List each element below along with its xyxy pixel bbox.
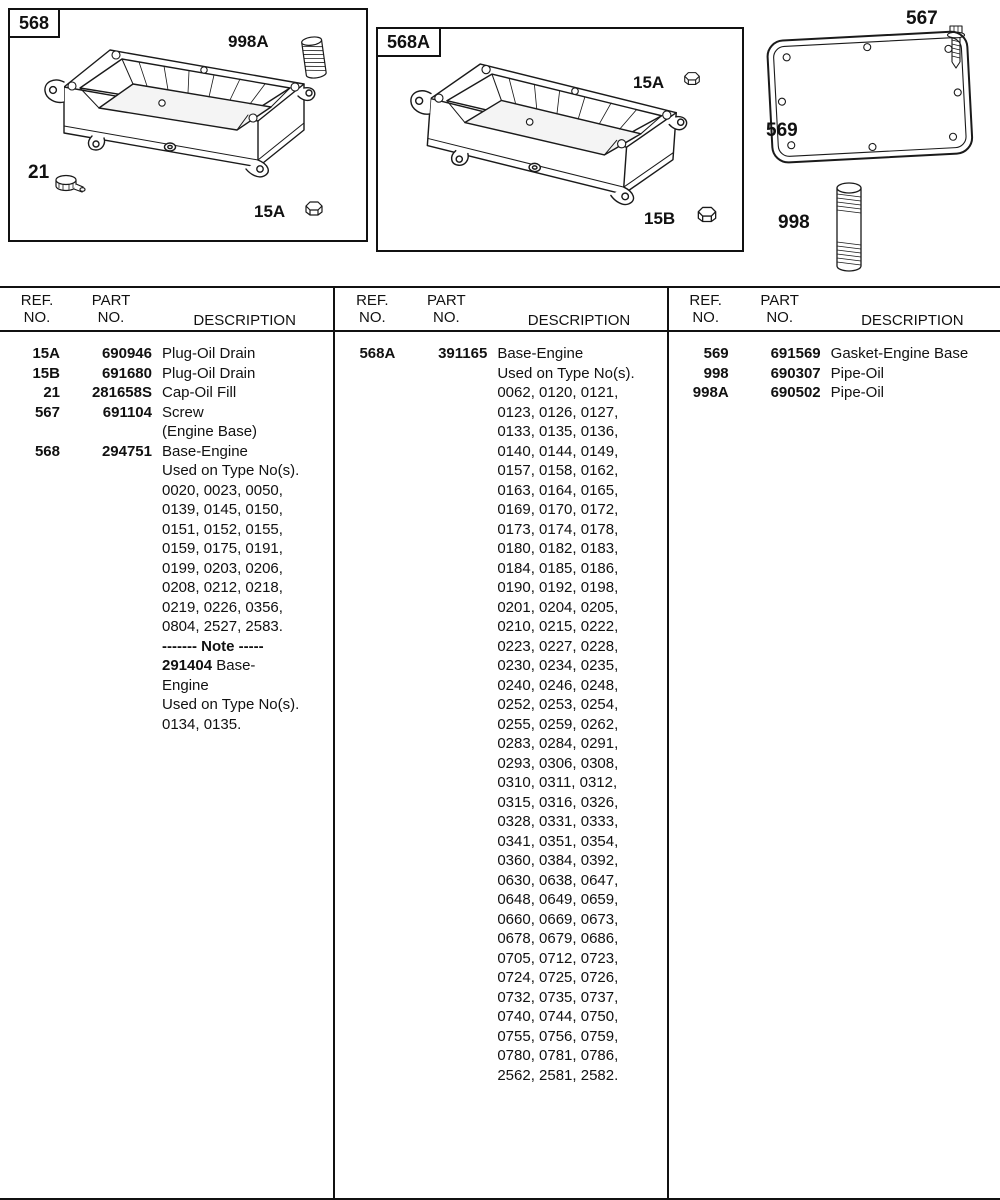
box-label-568: 568 bbox=[8, 8, 60, 38]
table-row bbox=[683, 383, 996, 403]
ref-no-cell: 998 bbox=[703, 364, 729, 382]
description-segment: ------- Note ----- bbox=[162, 637, 264, 655]
description-line: 0230, 0234, 0235, bbox=[497, 657, 619, 674]
parts-column-3 bbox=[667, 288, 1000, 1198]
drain-plug-15B-icon bbox=[694, 203, 720, 227]
description-line: 0705, 0712, 0723, bbox=[497, 949, 619, 967]
description-line: 0732, 0735, 0737, bbox=[497, 988, 619, 1006]
description-line: 0139, 0145, 0150, bbox=[162, 501, 283, 518]
description-line: 0133, 0135, 0136, bbox=[497, 423, 619, 440]
parts-column-2 bbox=[333, 288, 666, 1198]
ref-no-cell: 15B bbox=[32, 364, 60, 382]
parts-column-1 bbox=[0, 288, 333, 1198]
table-row bbox=[14, 364, 329, 384]
ref-no-cell: 569 bbox=[703, 345, 729, 362]
table-row bbox=[14, 383, 329, 403]
part-no-header bbox=[70, 292, 152, 330]
description-line: 0208, 0212, 0218, bbox=[162, 579, 283, 596]
description-line: 0201, 0204, 0205, bbox=[497, 598, 619, 616]
box-label-568A: 568A bbox=[376, 27, 441, 57]
column-body bbox=[0, 332, 333, 734]
description-line: 0169, 0170, 0172, bbox=[497, 501, 619, 518]
description-cell bbox=[497, 344, 662, 1085]
description-line: 0740, 0744, 0750, bbox=[497, 1008, 619, 1025]
description-line: Plug-Oil Drain bbox=[162, 345, 256, 362]
ref-no-header bbox=[14, 292, 60, 330]
description-line: 0255, 0259, 0262, bbox=[497, 715, 619, 733]
ref-no-cell: 21 bbox=[43, 384, 60, 401]
part-no-cell: 391165 bbox=[438, 345, 488, 362]
description-cell bbox=[162, 364, 329, 384]
part-header-line2: NO. bbox=[97, 309, 125, 326]
description-segment: Base- bbox=[212, 657, 256, 674]
oil-fill-cap-21-icon bbox=[54, 172, 88, 196]
gasket-569-icon bbox=[762, 26, 980, 174]
diagram-box-568 bbox=[8, 8, 368, 242]
description-line: Used on Type No(s). bbox=[162, 696, 300, 713]
oil-pipe-998-icon bbox=[830, 180, 868, 276]
callout-567: 567 bbox=[906, 8, 938, 29]
ref-header-line1: REF. bbox=[689, 292, 722, 309]
description-line: Used on Type No(s). bbox=[162, 462, 300, 479]
description-line: 0223, 0227, 0228, bbox=[497, 637, 619, 655]
description-line: 0184, 0185, 0186, bbox=[497, 559, 619, 577]
part-header-line2: NO. bbox=[766, 309, 793, 326]
description-line: Base-Engine bbox=[162, 442, 248, 460]
description-line: Pipe-Oil bbox=[830, 384, 885, 401]
description-line: 0163, 0164, 0165, bbox=[497, 481, 619, 499]
description-line: 0159, 0175, 0191, bbox=[162, 540, 283, 557]
table-row bbox=[683, 344, 996, 364]
description-line: 0328, 0331, 0333, bbox=[497, 813, 619, 830]
description-cell bbox=[831, 364, 996, 384]
ref-header-line2: NO. bbox=[358, 309, 386, 326]
table-row bbox=[14, 344, 329, 364]
description-line: 0360, 0384, 0392, bbox=[497, 852, 619, 869]
description-line: 0180, 0182, 0183, bbox=[497, 540, 619, 557]
diagram-box-568A bbox=[376, 27, 744, 252]
part-no-cell: 690946 bbox=[101, 345, 152, 362]
description-line: 0315, 0316, 0326, bbox=[497, 793, 619, 811]
callout-998: 998 bbox=[778, 212, 810, 233]
ref-no-cell: 15A bbox=[32, 345, 60, 362]
description-cell bbox=[162, 442, 329, 735]
part-no-cell: 691680 bbox=[101, 364, 152, 382]
description-line: Screw bbox=[162, 403, 204, 421]
part-no-header bbox=[739, 292, 821, 330]
description-line bbox=[162, 637, 329, 657]
description-line: 0755, 0756, 0759, bbox=[497, 1027, 619, 1045]
description-line: Base-Engine bbox=[497, 345, 584, 362]
description-header: DESCRIPTION bbox=[861, 312, 964, 329]
description-line: Pipe-Oil bbox=[830, 364, 885, 382]
description-line: 0804, 2527, 2583. bbox=[162, 618, 283, 635]
ref-header-line1: REF. bbox=[356, 292, 389, 309]
description-header: DESCRIPTION bbox=[527, 312, 631, 329]
table-row bbox=[14, 403, 329, 442]
description-line: 0283, 0284, 0291, bbox=[497, 735, 619, 752]
ref-no-header bbox=[349, 292, 395, 330]
column-body bbox=[669, 332, 1000, 403]
description-cell bbox=[831, 383, 996, 403]
part-no-cell: 281658S bbox=[91, 384, 152, 401]
table-row bbox=[349, 344, 662, 1085]
description-line: 0151, 0152, 0155, bbox=[162, 520, 283, 538]
ref-no-cell: 998A bbox=[692, 384, 729, 401]
callout-15B: 15B bbox=[644, 209, 676, 228]
description-line: 0648, 0649, 0659, bbox=[497, 891, 619, 908]
description-line: 0199, 0203, 0206, bbox=[162, 559, 283, 577]
description-line: 0190, 0192, 0198, bbox=[497, 579, 619, 596]
description-line: 2562, 2581, 2582. bbox=[497, 1066, 619, 1084]
part-no-cell: 294751 bbox=[101, 442, 152, 460]
column-header bbox=[669, 288, 1000, 332]
table-row bbox=[683, 364, 996, 384]
description-cell bbox=[162, 344, 329, 364]
ref-no-cell: 568 bbox=[34, 442, 60, 460]
description-line: Engine bbox=[162, 676, 209, 694]
oil-pipe-998A-icon bbox=[298, 34, 330, 82]
part-no-cell: 690307 bbox=[770, 364, 821, 382]
description-line: 0293, 0306, 0308, bbox=[497, 754, 619, 772]
description-line: Plug-Oil Drain bbox=[162, 364, 256, 382]
drain-plug-15A-icon bbox=[302, 198, 326, 220]
ref-no-header bbox=[683, 292, 729, 330]
callout-15A-box2: 15A bbox=[633, 73, 665, 92]
part-no-cell: 691569 bbox=[770, 345, 821, 362]
description-line: 0341, 0351, 0354, bbox=[497, 832, 619, 850]
part-header-line2: NO. bbox=[432, 309, 460, 326]
description-segment: 291404 bbox=[162, 657, 213, 674]
description-line: 0062, 0120, 0121, bbox=[497, 384, 619, 401]
description-line: 0780, 0781, 0786, bbox=[497, 1047, 619, 1064]
description-line: (Engine Base) bbox=[162, 423, 258, 440]
ref-no-cell: 567 bbox=[34, 403, 60, 421]
description-line: 0123, 0126, 0127, bbox=[497, 403, 619, 421]
drain-plug-15A-box2-icon bbox=[681, 69, 703, 89]
description-line: 0134, 0135. bbox=[162, 715, 242, 733]
description-line: 0219, 0226, 0356, bbox=[162, 598, 283, 616]
description-line: 0140, 0144, 0149, bbox=[497, 442, 619, 460]
description-line: 0252, 0253, 0254, bbox=[497, 696, 619, 713]
parts-table bbox=[0, 286, 1000, 1200]
callout-998A: 998A bbox=[228, 32, 269, 51]
column-body bbox=[335, 332, 666, 1085]
description-line: 0020, 0023, 0050, bbox=[162, 481, 283, 499]
part-header-line1: PART bbox=[427, 292, 466, 309]
part-header-line1: PART bbox=[760, 292, 799, 309]
column-header bbox=[335, 288, 666, 332]
description-line: Cap-Oil Fill bbox=[162, 384, 237, 401]
description-line: 0173, 0174, 0178, bbox=[497, 520, 619, 538]
ref-header-line1: REF. bbox=[20, 292, 54, 309]
description-line: 0724, 0725, 0726, bbox=[497, 969, 619, 986]
description-line bbox=[162, 656, 329, 676]
part-no-cell: 690502 bbox=[770, 384, 821, 401]
description-cell bbox=[831, 344, 996, 364]
description-header: DESCRIPTION bbox=[193, 312, 296, 329]
callout-21: 21 bbox=[28, 162, 50, 183]
description-line: 0630, 0638, 0647, bbox=[497, 871, 619, 889]
description-line: 0660, 0669, 0673, bbox=[497, 910, 619, 928]
description-line: 0310, 0311, 0312, bbox=[497, 774, 618, 791]
description-cell bbox=[162, 383, 329, 403]
description-line: 0210, 0215, 0222, bbox=[497, 618, 619, 635]
description-line: 0157, 0158, 0162, bbox=[497, 462, 619, 479]
description-cell bbox=[162, 403, 329, 442]
description-line: 0240, 0246, 0248, bbox=[497, 676, 619, 694]
ref-header-line2: NO. bbox=[23, 309, 51, 326]
ref-no-cell: 568A bbox=[359, 345, 396, 362]
column-header bbox=[0, 288, 333, 332]
part-header-line1: PART bbox=[91, 292, 131, 309]
callout-15A-box1: 15A bbox=[254, 202, 286, 221]
description-line: Gasket-Engine Base bbox=[830, 345, 969, 362]
description-line: 0678, 0679, 0686, bbox=[497, 930, 619, 947]
description-line: Used on Type No(s). bbox=[497, 364, 635, 382]
callout-569: 569 bbox=[766, 120, 798, 141]
table-row bbox=[14, 442, 329, 735]
ref-header-line2: NO. bbox=[692, 309, 719, 326]
part-no-cell: 691104 bbox=[102, 403, 152, 421]
diagram-area bbox=[0, 0, 1000, 284]
part-no-header bbox=[405, 292, 487, 330]
